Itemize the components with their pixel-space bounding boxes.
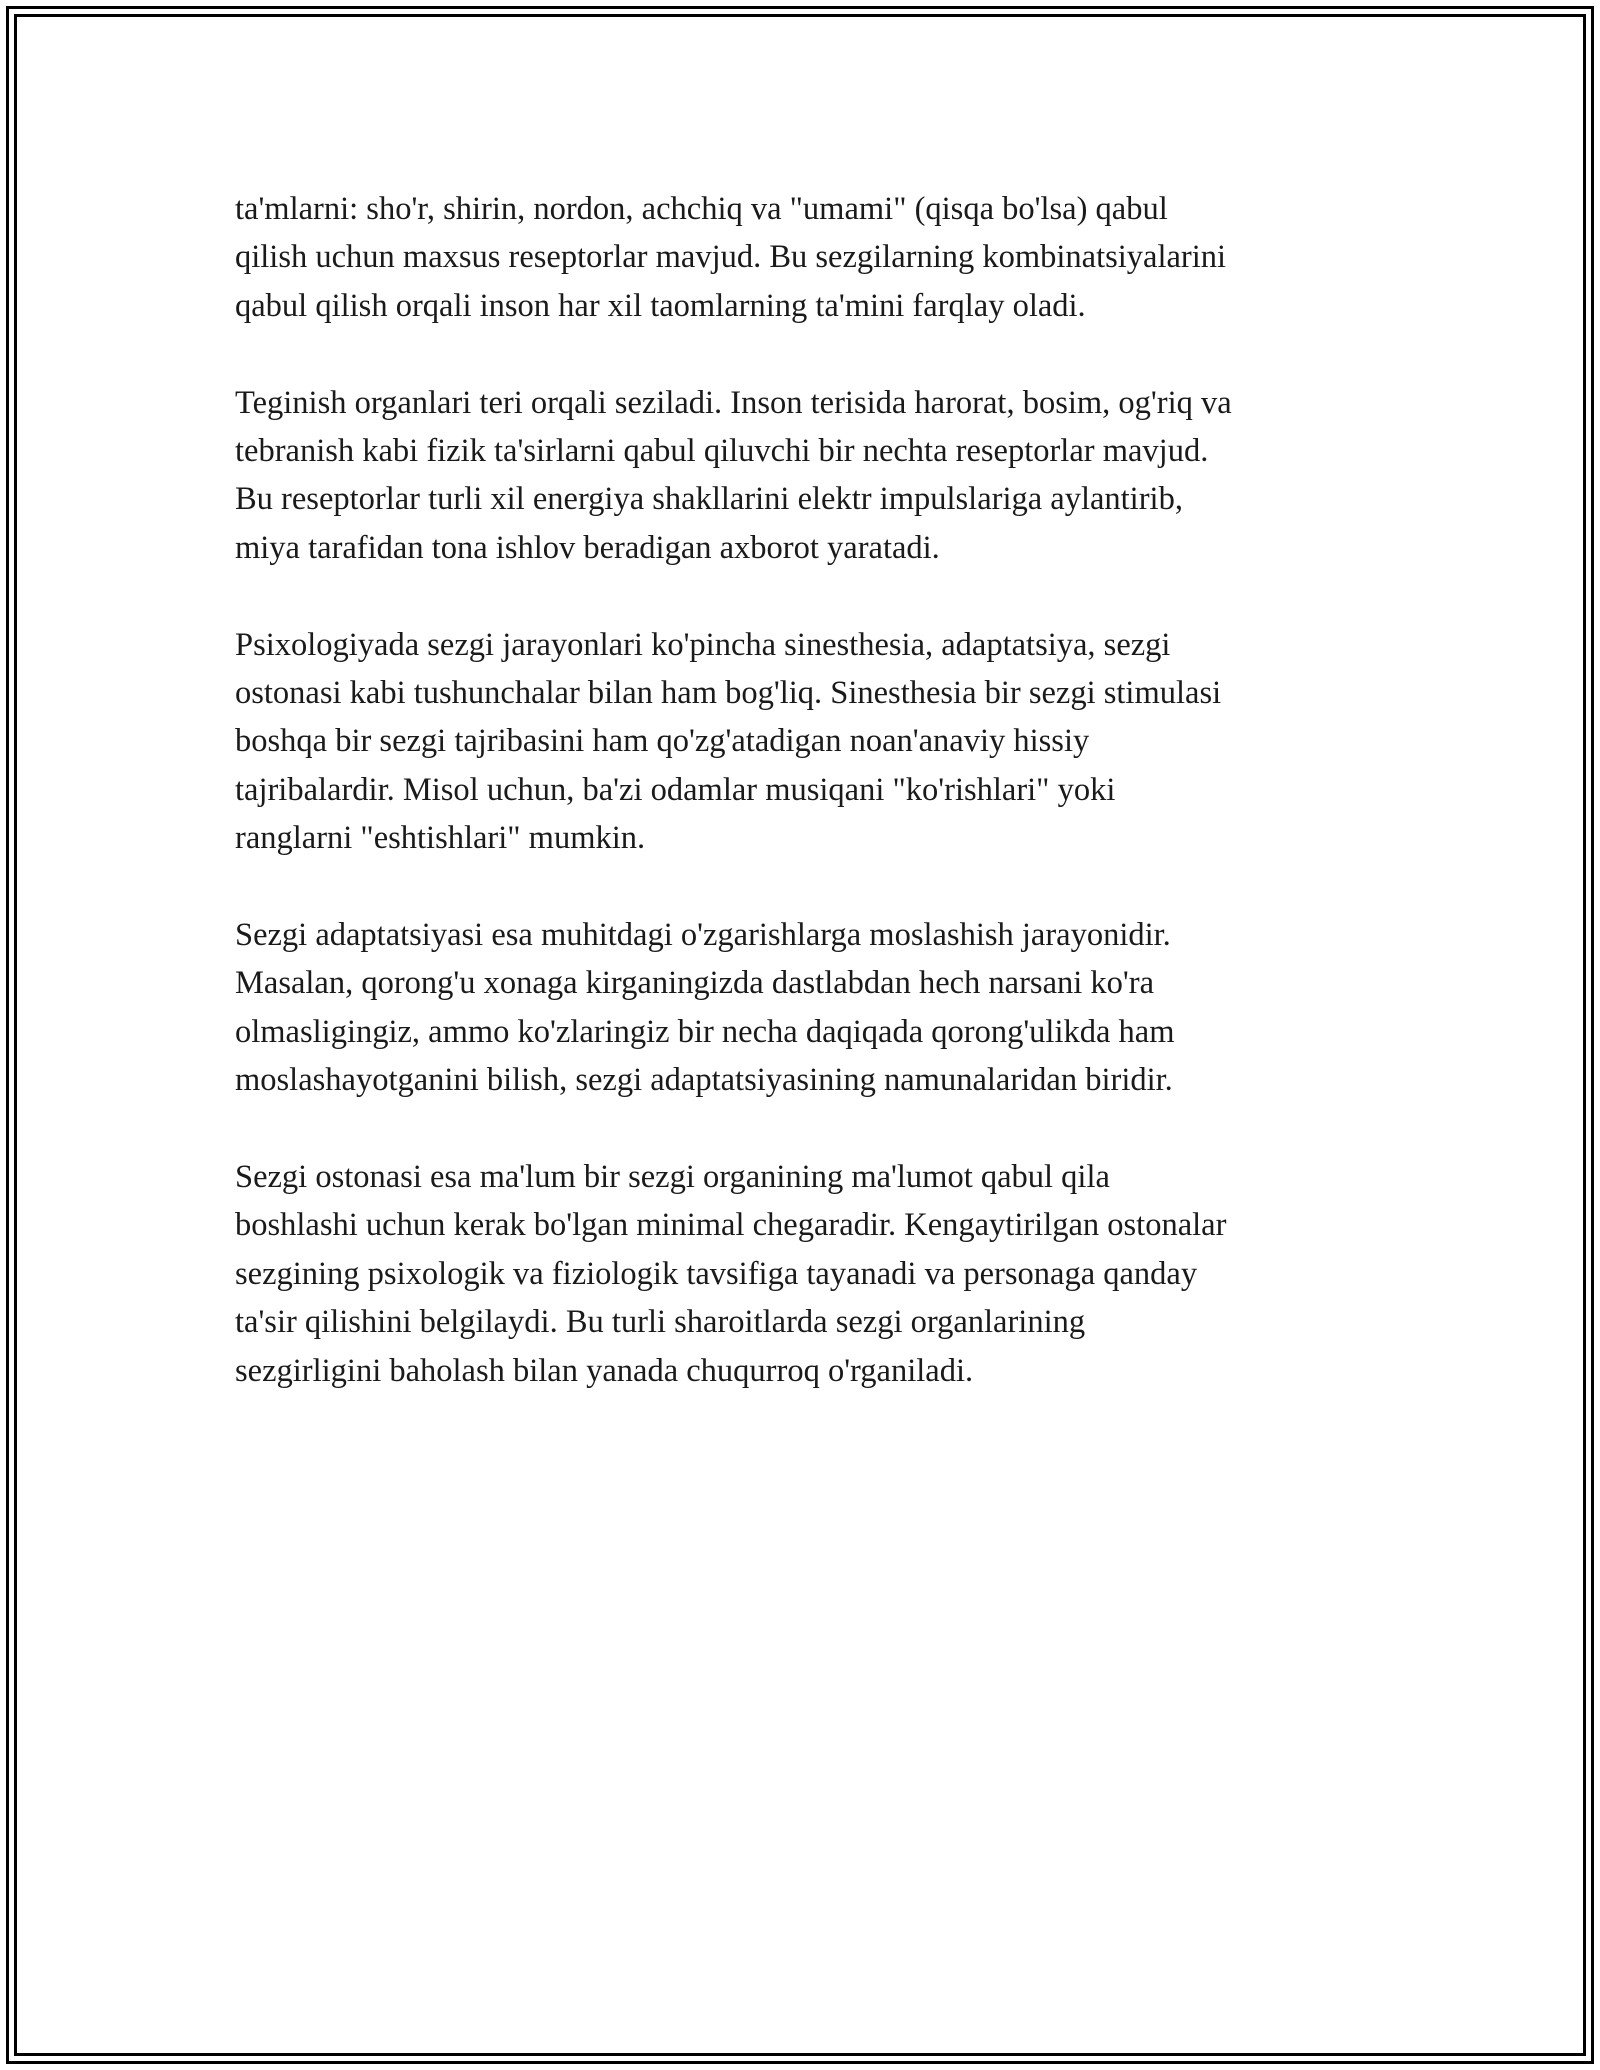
- document-body: [235, 185, 1385, 1443]
- paragraph-threshold: Sezgi ostonasi esa ma'lum bir sezgi organining ma'lumot qabul qila boshlashi uchun kerak bo'lgan minimal chegaradir. Kengaytirilgan ostonalar sezgining psixologik va fiziologik tavsifiga tayanadi va personaga qanday ta'sir qilishini belgilaydi. Bu turli sharoitlarda sezgi organlarining sezgirligini baholash bilan yanada chuqurroq o'rganiladi.: [235, 1159, 1227, 1389]
- paragraph-adaptation: Sezgi adaptatsiyasi esa muhitdagi o'zgarishlarga moslashish jarayonidir. Masalan, qorong'u xonaga kirganingizda dastlabdan hech narsani ko'ra olmasligingiz, ammo ko'zlaringiz bir necha daqiqada qorong'ulikda ham moslashayotganini bilish, sezgi adaptatsiyasining namunalaridan biridir.: [235, 917, 1175, 1099]
- paragraph-taste: ta'mlarni: sho'r, shirin, nordon, achchiq va "umami" (qisqa bo'lsa) qabul qilish uchun maxsus reseptorlar mavjud. Bu sezgilarning kombinatsiyalarini qabul qilish orqali inson har xil taomlarning ta'mini farqlay oladi.: [235, 191, 1227, 324]
- paragraph-touch: Teginish organlari teri orqali seziladi. Inson terisida harorat, bosim, og'riq va tebranish kabi fizik ta'sirlarni qabul qiluvchi bir nechta reseptorlar mavjud. Bu reseptorlar turli xil energiya shakllarini elektr impulslariga aylantirib, miya tarafidan tona ishlov beradigan axborot yaratadi.: [235, 384, 1232, 566]
- paragraph-synesthesia: Psixologiyada sezgi jarayonlari ko'pincha sinesthesia, adaptatsiya, sezgi ostonasi kabi tushunchalar bilan ham bog'liq. Sinesthesia bir sezgi stimulasi boshqa bir sezgi tajribasini ham qo'zg'atadigan noan'anaviy hissiy tajribalardir. Misol uchun, ba'zi odamlar musiqani "ko'rishlari" yoki ranglarni "eshtishlari" mumkin.: [235, 626, 1222, 857]
